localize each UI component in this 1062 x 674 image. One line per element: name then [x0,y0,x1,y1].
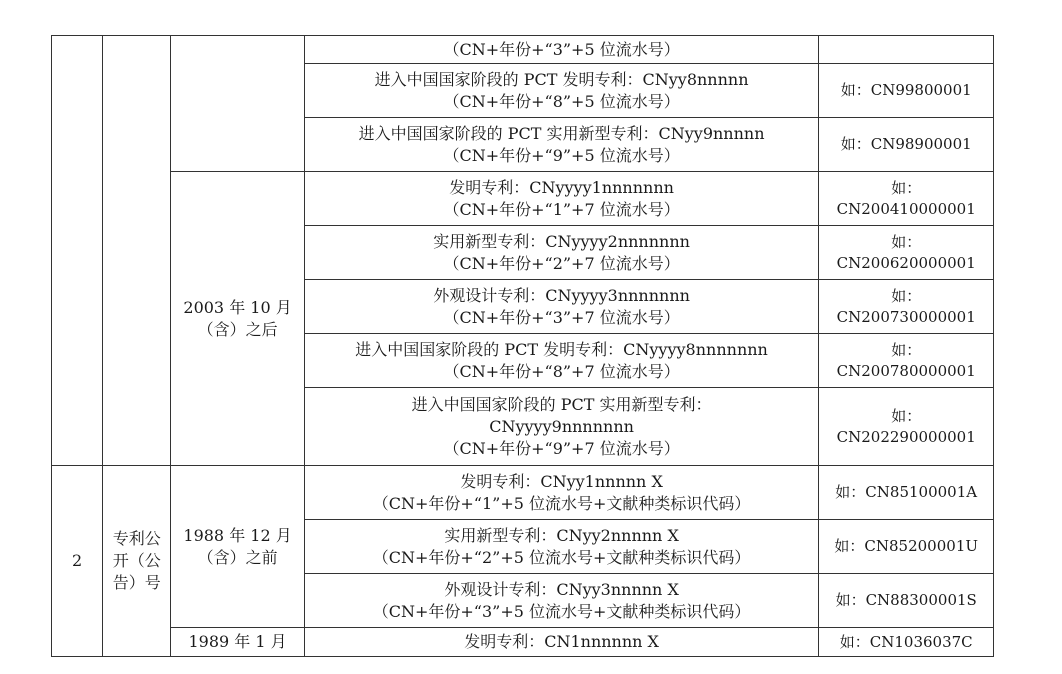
example-cell [819,64,994,118]
section-1-number-cell [52,36,103,466]
example-text: CN200730000001 [836,307,976,326]
example-prefix: 如： [891,406,922,425]
format-cell [304,628,819,657]
format-note: （CN+年份+“9”+7 位流水号） [443,438,680,458]
format-cell [304,574,819,628]
format-note: （CN+年份+“1”+7 位流水号） [443,199,680,219]
format-text: 外观设计专利：CNyy3nnnnn X [444,579,679,599]
period-note: （含）之后 [197,319,278,339]
example-cell [819,226,994,280]
period-text: 1988 年 12 月 [183,525,292,545]
table-row [52,628,994,657]
format-cell [304,280,819,334]
format-cell [304,520,819,574]
period-text: 1989 年 1 月 [188,632,287,651]
format-text: 进入中国国家阶段的 PCT 发明专利：CNyyyy8nnnnnnn [355,339,768,359]
example-prefix: 如： [891,232,922,251]
format-note: （CN+年份+“9”+5 位流水号） [443,145,680,165]
type-text: 开（公 [112,551,161,570]
period-cell-after-2003 [171,172,304,466]
format-text: 进入中国国家阶段的 PCT 实用新型专利：CNyy9nnnnn [358,123,765,143]
table-row [52,36,994,64]
format-cell [304,172,819,226]
format-text: 发明专利：CNyy1nnnnn X [460,471,663,491]
section-2-number-cell: 2 [52,466,103,657]
format-note: （CN+年份+“2”+5 位流水号+文献种类标识代码） [372,547,751,567]
period-text: 2003 年 10 月 [183,297,292,317]
example-text: 如：CN98900001 [840,135,972,153]
example-text: CN202290000001 [836,427,976,446]
format-note: （CN+年份+“8”+7 位流水号） [443,361,680,381]
format-cell [304,36,819,64]
format-note: （CN+年份+“3”+5 位流水号） [443,39,680,59]
type-text: 专利公 [112,529,161,548]
format-text: 发明专利：CN1nnnnnn X [464,632,659,651]
format-text: 进入中国国家阶段的 PCT 实用新型专利： [411,394,712,414]
example-prefix: 如： [891,286,922,305]
example-cell [819,36,994,64]
example-text: 如：CN1036037C [839,632,973,651]
example-cell [819,388,994,466]
format-note: （CN+年份+“3”+5 位流水号+文献种类标识代码） [372,601,751,621]
format-cell [304,334,819,388]
period-cell-continued [171,36,304,172]
format-cell [304,466,819,520]
period-cell-from-1989 [171,628,304,657]
format-text: 实用新型专利：CNyy2nnnnn X [444,525,679,545]
example-cell [819,520,994,574]
example-cell [819,334,994,388]
format-cell [304,118,819,172]
example-cell [819,574,994,628]
example-text: CN200780000001 [836,361,976,380]
example-text: 如：CN99800001 [840,81,972,99]
example-text: CN200410000001 [836,199,976,218]
example-text: CN200620000001 [836,253,976,272]
example-prefix: 如： [891,340,922,359]
format-cell [304,388,819,466]
example-text: 如：CN85200001U [834,537,978,555]
format-text: 外观设计专利：CNyyyy3nnnnnnn [433,285,690,305]
format-note: （CN+年份+“1”+5 位流水号+文献种类标识代码） [372,493,751,513]
table-row [52,466,994,520]
example-text: 如：CN85100001A [835,483,978,501]
type-text: 告）号 [112,573,161,592]
example-cell [819,172,994,226]
period-cell-before-1988 [171,466,304,628]
section-1-type-cell [103,36,171,466]
format-note: （CN+年份+“3”+7 位流水号） [443,307,680,327]
example-text: 如：CN88300001S [835,591,977,609]
table-row [52,172,994,226]
example-cell [819,118,994,172]
format-cell [304,64,819,118]
period-note: （含）之前 [197,547,278,567]
example-prefix: 如： [891,178,922,197]
example-cell [819,280,994,334]
format-note: （CN+年份+“2”+7 位流水号） [443,253,680,273]
format-cell [304,226,819,280]
format-text: 进入中国国家阶段的 PCT 发明专利：CNyy8nnnnn [374,69,749,89]
format-text: 实用新型专利：CNyyyy2nnnnnnn [433,231,690,251]
section-2-type-cell [103,466,171,657]
example-cell [819,628,994,657]
patent-number-table [51,35,994,657]
format-text: 发明专利：CNyyyy1nnnnnnn [449,177,674,197]
format-note: （CN+年份+“8”+5 位流水号） [443,91,680,111]
example-cell [819,466,994,520]
format-code: CNyyyy9nnnnnnn [489,416,634,436]
